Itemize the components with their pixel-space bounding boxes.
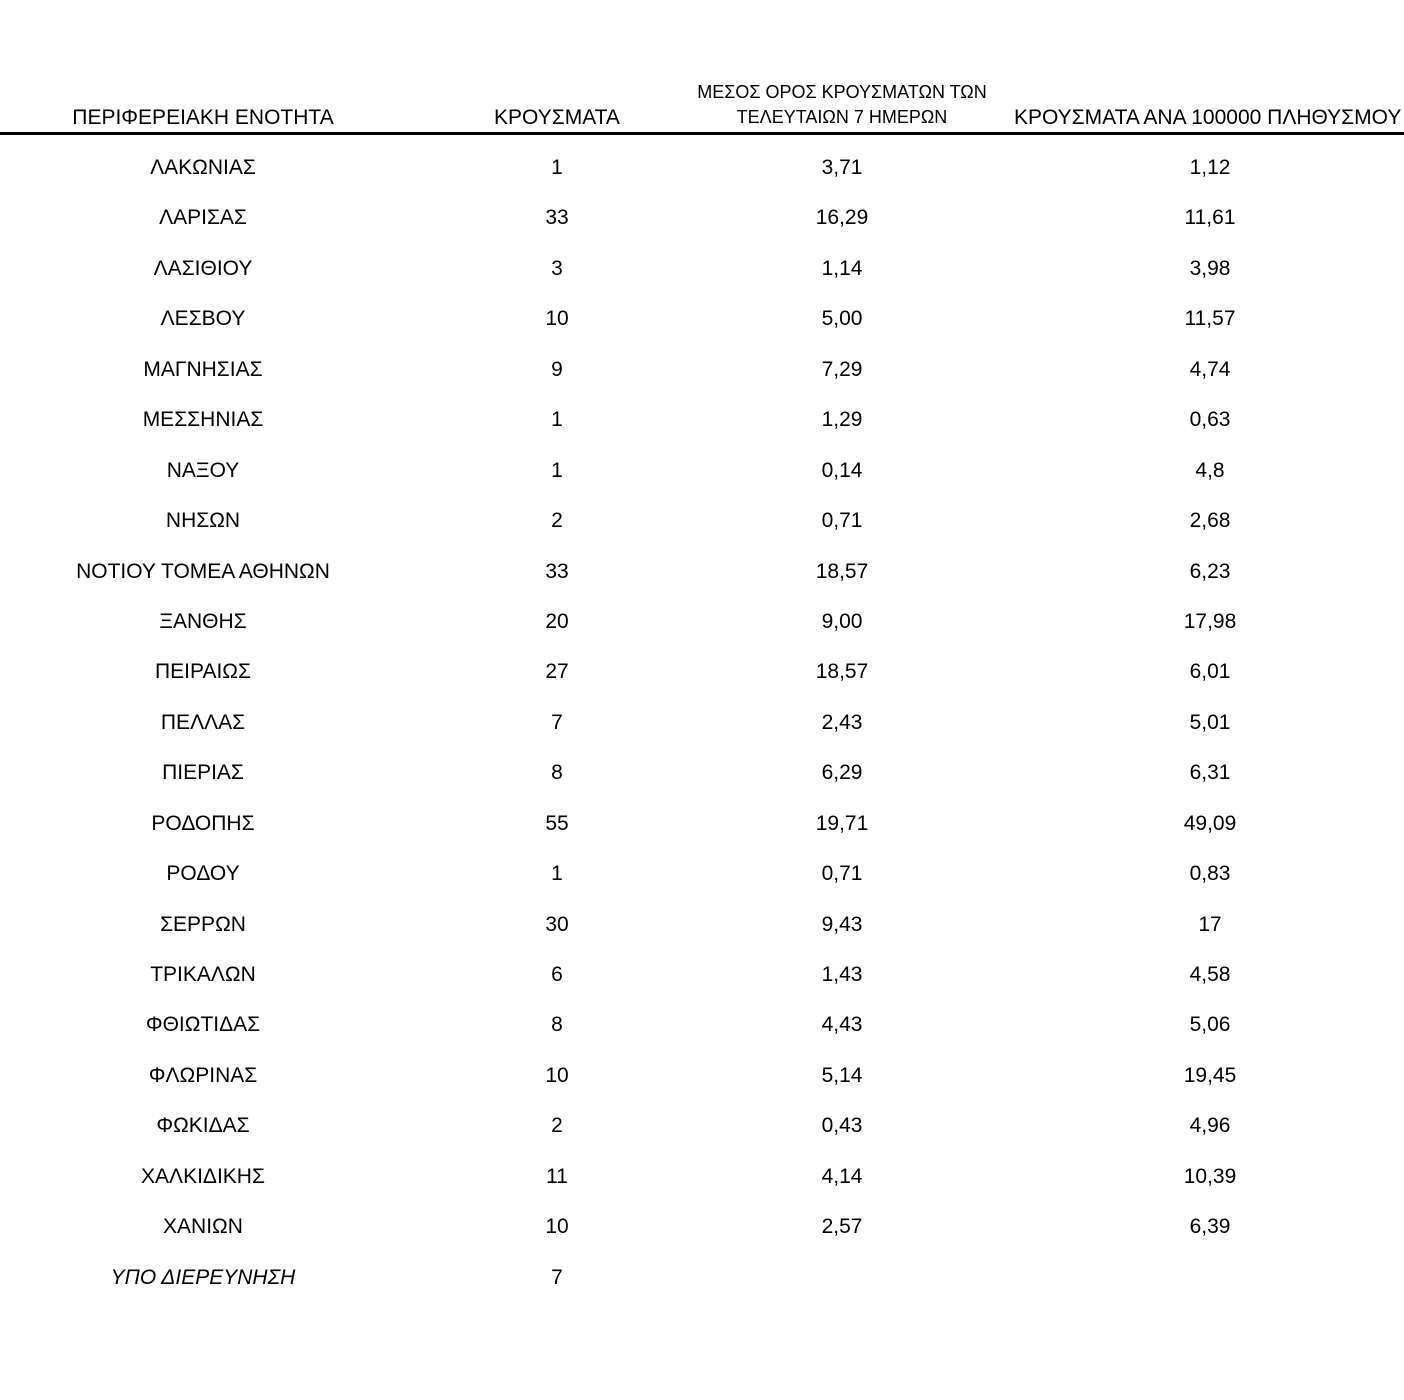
cell-region: ΛΑΣΙΘΙΟΥ (153, 256, 253, 280)
cell-cases: 9 (551, 357, 563, 381)
cell-cases: 33 (545, 559, 569, 583)
cell-cases: 1 (551, 458, 563, 482)
cell-rate: 3,98 (1189, 256, 1231, 280)
table-row (0, 1152, 1404, 1202)
cell-average: 1,29 (821, 408, 863, 432)
table-row (0, 1253, 1404, 1303)
cell-rate: 5,01 (1189, 710, 1231, 734)
cell-region: ΜΕΣΣΗΝΙΑΣ (142, 408, 264, 432)
table-row (0, 446, 1404, 496)
cell-rate: 1,12 (1189, 156, 1231, 179)
cell-region: ΦΩΚΙΔΑΣ (156, 1114, 250, 1138)
cell-cases: 8 (551, 1013, 563, 1037)
cell-rate: 4,74 (1189, 357, 1231, 381)
cell-region: ΠΕΛΛΑΣ (160, 710, 246, 734)
cell-average: 18,57 (815, 660, 869, 684)
cell-average: 0,43 (821, 1114, 863, 1138)
header-average-line2: ΤΕΛΕΥΤΑΙΩΝ 7 ΗΜΕΡΩΝ (736, 107, 948, 127)
cell-region: ΣΕΡΡΩΝ (160, 912, 246, 936)
cell-region: ΧΑΛΚΙΔΙΚΗΣ (141, 1164, 265, 1188)
header-average (672, 80, 1012, 130)
cell-average: 0,71 (821, 509, 863, 533)
cell-rate: 6,01 (1189, 660, 1231, 684)
cell-region: ΝΑΞΟΥ (166, 458, 240, 482)
cell-cases: 2 (551, 1114, 563, 1138)
cell-cases: 1 (551, 156, 563, 179)
cell-rate: 5,06 (1189, 1013, 1231, 1037)
table-row (0, 143, 1404, 193)
cell-rate: 2,68 (1189, 509, 1231, 533)
table-row (0, 547, 1404, 597)
cell-rate: 0,63 (1189, 408, 1231, 432)
cell-cases: 1 (551, 408, 563, 432)
table-row (0, 496, 1404, 546)
table-row (0, 1051, 1404, 1101)
cell-rate: 11,61 (1184, 206, 1236, 230)
cell-region: ΝΟΤΙΟΥ ΤΟΜΕΑ ΑΘΗΝΩΝ (76, 559, 330, 583)
cell-region: ΛΕΣΒΟΥ (160, 307, 246, 331)
cell-region: ΦΘΙΩΤΙΔΑΣ (145, 1013, 261, 1037)
cell-rate: 11,57 (1184, 307, 1236, 331)
cell-average: 1,43 (821, 963, 863, 986)
cell-average: 19,71 (815, 811, 869, 835)
table-row (0, 950, 1404, 1000)
cell-average: 5,14 (821, 1063, 863, 1087)
cell-cases: 20 (545, 609, 569, 633)
table-row (0, 799, 1404, 849)
cell-rate: 0,83 (1189, 862, 1231, 886)
cell-region: ΠΙΕΡΙΑΣ (162, 761, 244, 785)
cell-average: 0,71 (821, 862, 863, 886)
cell-region: ΜΑΓΝΗΣΙΑΣ (143, 357, 263, 381)
cell-rate: 4,8 (1195, 458, 1225, 482)
cell-cases: 10 (545, 307, 569, 331)
cell-average: 4,43 (821, 1013, 863, 1037)
cell-average: 2,57 (821, 1215, 863, 1239)
cell-average: 5,00 (821, 307, 863, 331)
cell-cases: 3 (551, 256, 563, 280)
cell-cases: 55 (545, 811, 569, 835)
cell-cases: 33 (545, 206, 569, 230)
header-rate: ΚΡΟΥΣΜΑΤΑ ΑΝΑ 100000 ΠΛΗΘΥΣΜΟΥ (1014, 106, 1402, 129)
cell-average: 1,14 (821, 256, 863, 280)
table-row (0, 698, 1404, 748)
cell-cases: 6 (551, 963, 563, 986)
cell-rate: 10,39 (1183, 1164, 1237, 1188)
cell-cases: 7 (551, 710, 563, 734)
cell-cases: 11 (546, 1164, 568, 1188)
cell-average: 9,00 (821, 609, 863, 633)
cell-average: 18,57 (815, 559, 869, 583)
cell-region: ΛΑΚΩΝΙΑΣ (150, 156, 256, 179)
table-body (0, 143, 1404, 1303)
cell-cases: 7 (551, 1265, 563, 1289)
cell-cases: 1 (551, 862, 563, 886)
header-region: ΠΕΡΙΦΕΡΕΙΑΚΗ ΕΝΟΤΗΤΑ (72, 106, 334, 129)
table-row (0, 748, 1404, 798)
cell-region: ΝΗΣΩΝ (165, 509, 241, 533)
cell-average: 9,43 (821, 912, 863, 936)
header-cases: ΚΡΟΥΣΜΑΤΑ (494, 106, 620, 129)
cell-cases: 10 (545, 1063, 569, 1087)
cell-rate: 49,09 (1183, 811, 1237, 835)
cell-region: ΤΡΙΚΑΛΩΝ (150, 963, 256, 986)
table-row (0, 244, 1404, 294)
table-row (0, 294, 1404, 344)
table-row (0, 849, 1404, 899)
table-row (0, 395, 1404, 445)
cell-average: 6,29 (821, 761, 863, 785)
table-row (0, 1101, 1404, 1151)
cell-region: ΠΕΙΡΑΙΩΣ (155, 660, 251, 684)
cell-rate: 4,96 (1189, 1114, 1231, 1138)
cell-region: ΞΑΝΘΗΣ (159, 609, 247, 633)
cell-rate: 6,23 (1189, 559, 1231, 583)
cell-rate: 6,31 (1189, 761, 1231, 785)
cell-average: 3,71 (821, 156, 863, 179)
cell-rate: 4,58 (1189, 963, 1231, 986)
cell-average: 4,14 (821, 1164, 863, 1188)
cell-region: ΧΑΝΙΩΝ (163, 1215, 243, 1239)
cell-rate: 17,98 (1183, 609, 1237, 633)
table-row (0, 1000, 1404, 1050)
cell-region: ΡΟΔΟΥ (166, 862, 240, 886)
cell-cases: 8 (551, 761, 563, 785)
table-row (0, 647, 1404, 697)
cell-average: 0,14 (821, 458, 863, 482)
cell-region: ΦΛΩΡΙΝΑΣ (148, 1063, 258, 1087)
cell-region: ΛΑΡΙΣΑΣ (159, 206, 247, 230)
table-row (0, 900, 1404, 950)
table-row (0, 597, 1404, 647)
cell-average: 16,29 (815, 206, 869, 230)
cell-cases: 30 (545, 912, 569, 936)
table-row (0, 345, 1404, 395)
cell-cases: 10 (545, 1215, 569, 1239)
table-row (0, 193, 1404, 243)
cell-average: 2,43 (821, 710, 863, 734)
table-row (0, 1202, 1404, 1252)
cell-average: 7,29 (821, 357, 863, 381)
cell-rate: 19,45 (1183, 1063, 1237, 1087)
table-header (0, 80, 1404, 135)
cell-region: ΥΠΟ ΔΙΕΡΕΥΝΗΣΗ (110, 1265, 296, 1289)
cell-cases: 27 (545, 660, 569, 684)
cell-rate: 6,39 (1189, 1215, 1231, 1239)
cell-cases: 2 (551, 509, 563, 533)
cell-rate: 17 (1198, 912, 1222, 936)
header-average-line1: ΜΕΣΟΣ ΟΡΟΣ ΚΡΟΥΣΜΑΤΩΝ ΤΩΝ (697, 82, 987, 102)
cell-region: ΡΟΔΟΠΗΣ (151, 811, 255, 835)
